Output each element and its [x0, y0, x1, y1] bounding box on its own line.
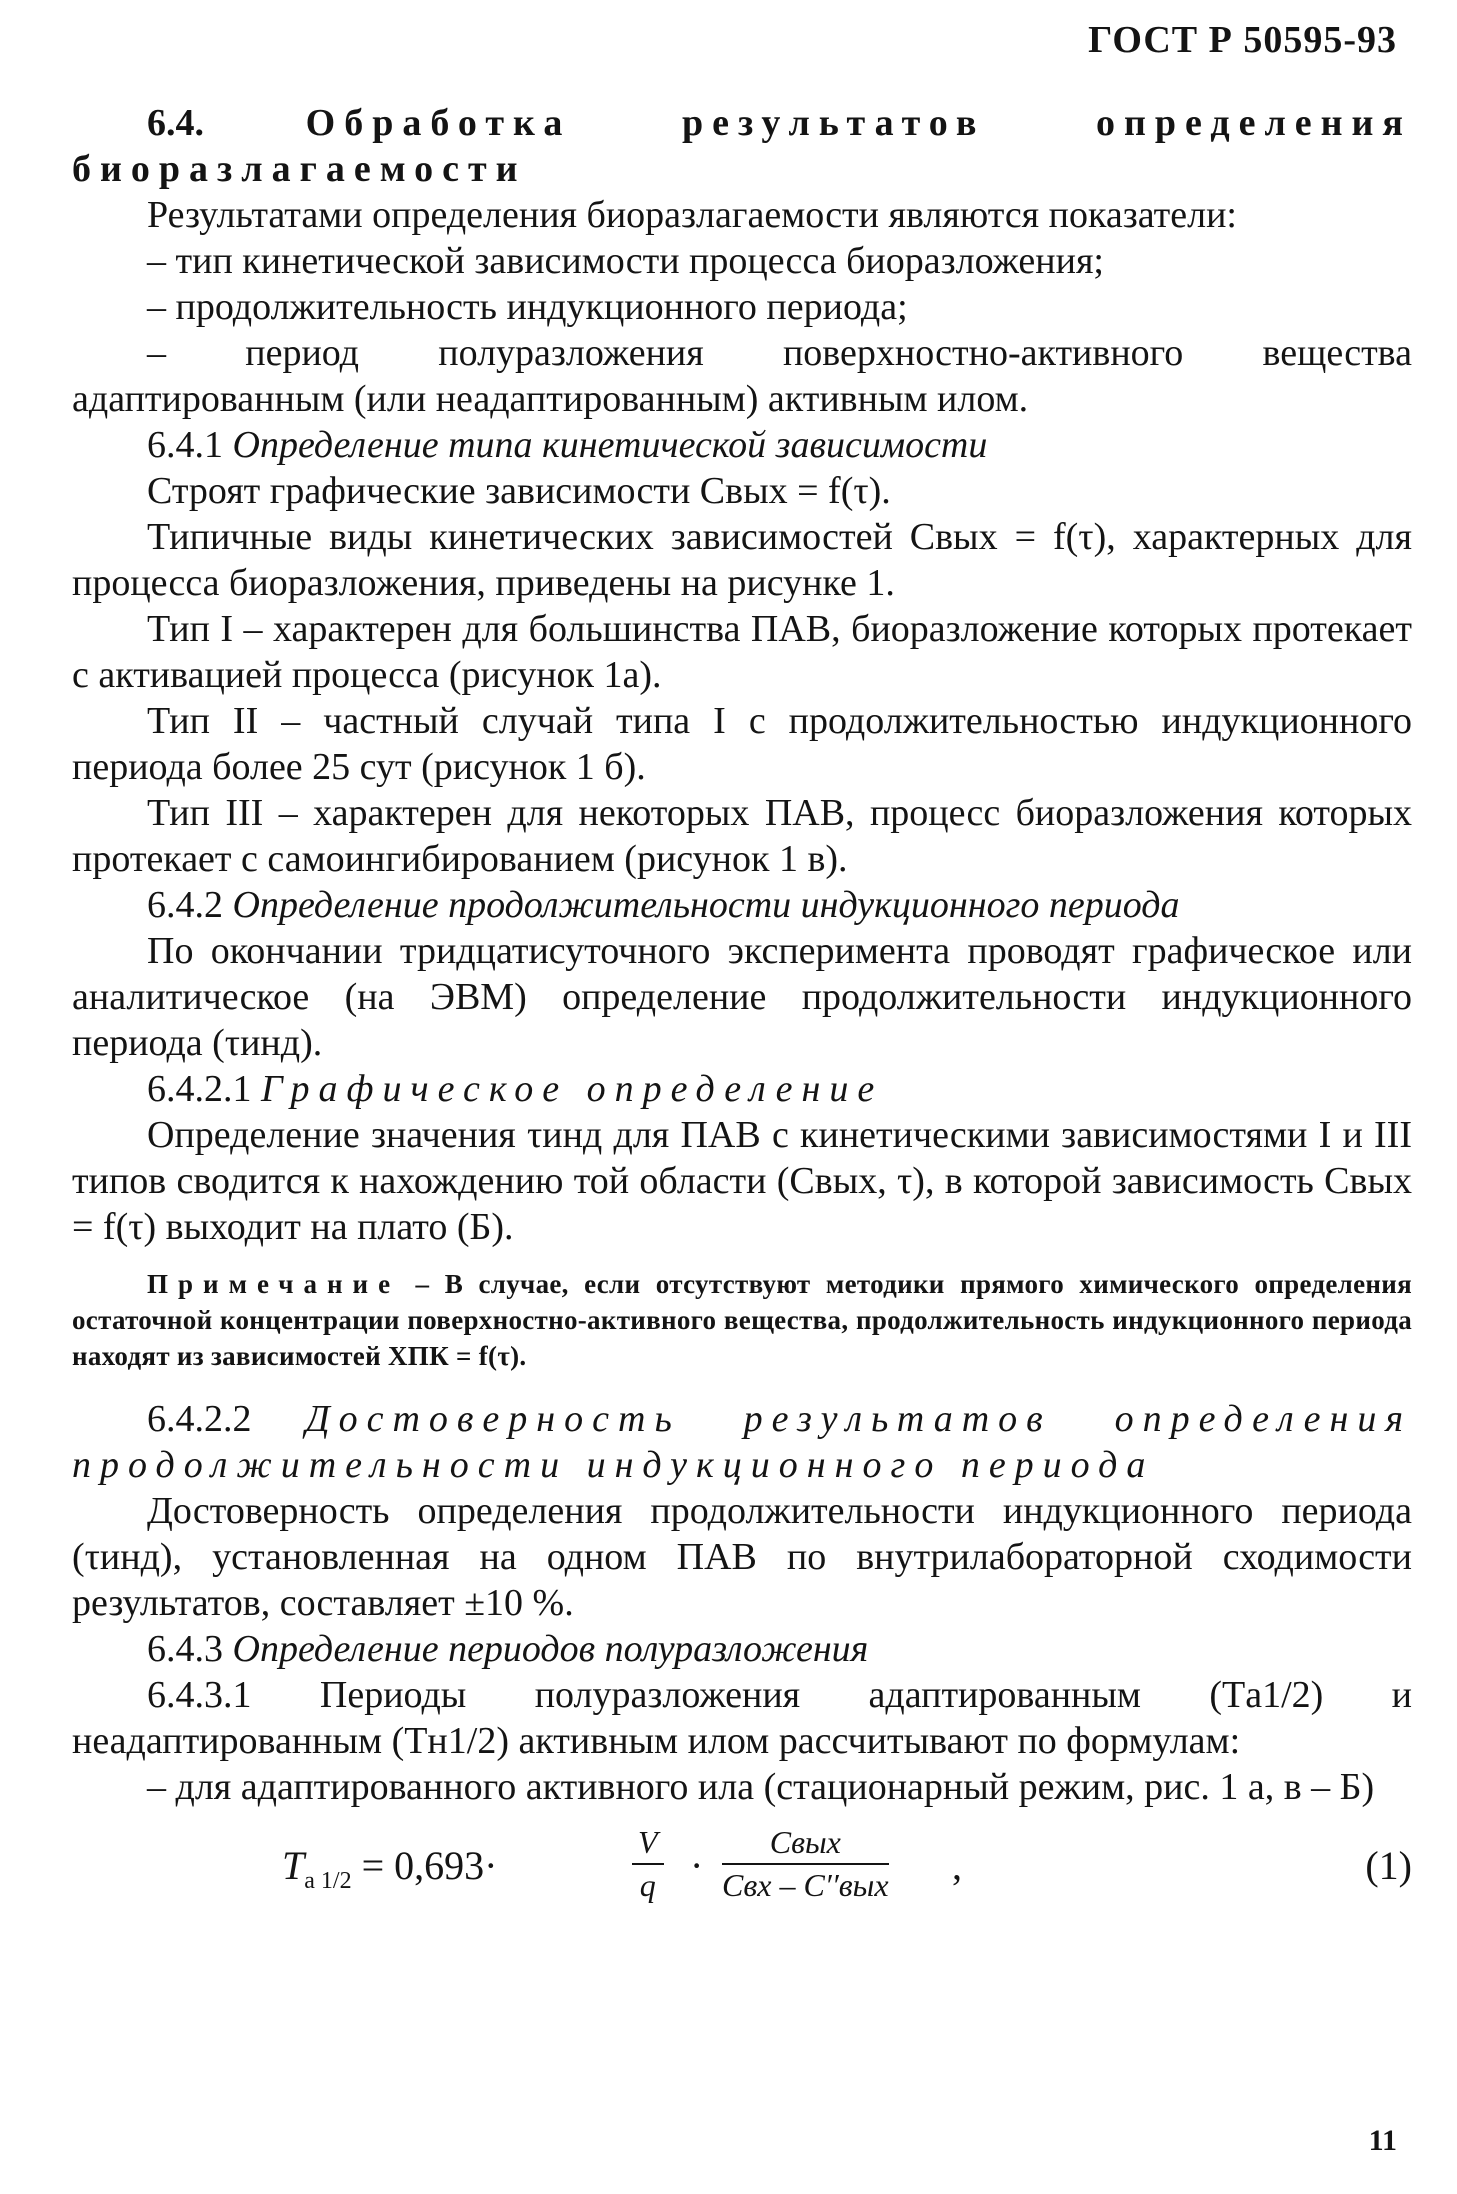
note-label: Примечание [147, 1269, 401, 1299]
paragraph: – для адаптированного активного ила (стационарный режим, рис. 1 а, в – Б) [147, 1766, 1375, 1808]
section-number: 6.4. [147, 102, 204, 144]
standard-code: ГОСТ Р 50595-93 [1088, 19, 1397, 61]
section-title: Определение периодов полуразложения [232, 1628, 869, 1670]
fraction-v-over-q [632, 1824, 664, 1904]
section-heading-6-4-1 [72, 422, 1412, 468]
section-heading-6-4-2-2 [72, 1396, 1412, 1488]
list-item: – период полуразложения поверхностно-активного вещества адаптированным (или неадаптированным) активным илом. [72, 332, 1412, 420]
paragraph: Тип III – характерен для некоторых ПАВ, процесс биоразложения которых протекает с самоингибированием (рисунок 1 в). [72, 792, 1412, 880]
section-heading-6-4-3 [72, 1626, 1412, 1672]
section-title: Определение продолжительности индукционного периода [232, 884, 1180, 926]
fraction-numerator: Cвых [722, 1824, 889, 1865]
section-heading-6-4-2 [72, 882, 1412, 928]
note [72, 1266, 1412, 1374]
page-content [72, 100, 1412, 1920]
section-number: 6.4.3 [147, 1628, 223, 1670]
formula-subscript: а 1/2 [304, 1868, 352, 1894]
note-text: – В случае, если отсутствуют методики прямого химического определения остаточной концентрации поверхностно-активного вещества, продолжительность индукционного периода находят из зависимостей ХПК = f(τ). [72, 1269, 1412, 1371]
fraction-denominator: q [639, 1867, 656, 1903]
list-item: – продолжительность индукционного периода; [147, 286, 908, 328]
paragraph: Типичные виды кинетических зависимостей Cвых = f(τ), характерных для процесса биоразложения, приведены на рисунке 1. [72, 516, 1412, 604]
formula-1 [72, 1820, 1412, 1920]
section-number: 6.4.2.2 [147, 1398, 252, 1440]
section-title: Определение типа кинетической зависимости [232, 424, 988, 466]
section-number: 6.4.1 [147, 424, 223, 466]
formula-symbol: T [282, 1843, 305, 1888]
paragraph: По окончании тридцатисуточного эксперимента проводят графическое или аналитическое (на ЭВМ) определение продолжительности индукционного периода (τинд). [72, 930, 1412, 1064]
section-number: 6.4.2.1 [147, 1068, 252, 1110]
section-title: Достоверность результатов определения продолжительности индукционного периода [72, 1398, 1412, 1486]
fraction-numerator: V [632, 1824, 664, 1865]
fraction-concentration [722, 1824, 889, 1904]
paragraph-text: Периоды полуразложения адаптированным (Tа1/2) и неадаптированным (Tн1/2) активным илом рассчитывают по формулам: [72, 1674, 1412, 1762]
formula-comma: , [952, 1843, 962, 1888]
paragraph: Тип I – характерен для большинства ПАВ, биоразложение которых протекает с активацией процесса (рисунок 1а). [72, 608, 1412, 696]
list-item: – тип кинетической зависимости процесса биоразложения; [147, 240, 1104, 282]
paragraph-6-4-3-1 [72, 1672, 1412, 1764]
section-number: 6.4.2 [147, 884, 223, 926]
fraction-denominator: Cвх – C′′вых [722, 1867, 889, 1903]
formula-multiply: · [690, 1843, 704, 1888]
paragraph: Результатами определения биоразлагаемости являются показатели: [147, 194, 1237, 236]
formula-number: (1) [1365, 1843, 1412, 1888]
section-heading-6-4-2-1 [72, 1066, 1412, 1112]
paragraph: Достоверность определения продолжительности индукционного периода (τинд), установленная на одном ПАВ по внутрилабораторной сходимости результатов, составляет ±10 %. [72, 1490, 1412, 1624]
paragraph: Тип II – частный случай типа I с продолжительностью индукционного периода более 25 сут (рисунок 1 б). [72, 700, 1412, 788]
section-title: Графическое определение [261, 1068, 884, 1110]
paragraph: Определение значения τинд для ПАВ с кинетическими зависимостями I и III типов сводится к нахождению той области (Cвых, τ), в которой зависимость Cвых = f(τ) выходит на плато (Б). [72, 1114, 1412, 1248]
section-title: Обработка результатов определения биоразлагаемости [72, 102, 1412, 190]
section-number: 6.4.3.1 [147, 1674, 252, 1716]
formula-equals: = 0,693· [361, 1843, 498, 1888]
formula-lhs [282, 1842, 497, 1895]
page-number: 11 [1368, 2124, 1397, 2157]
section-heading-6-4 [72, 100, 1412, 192]
paragraph: Строят графические зависимости Cвых = f(τ). [147, 470, 891, 512]
